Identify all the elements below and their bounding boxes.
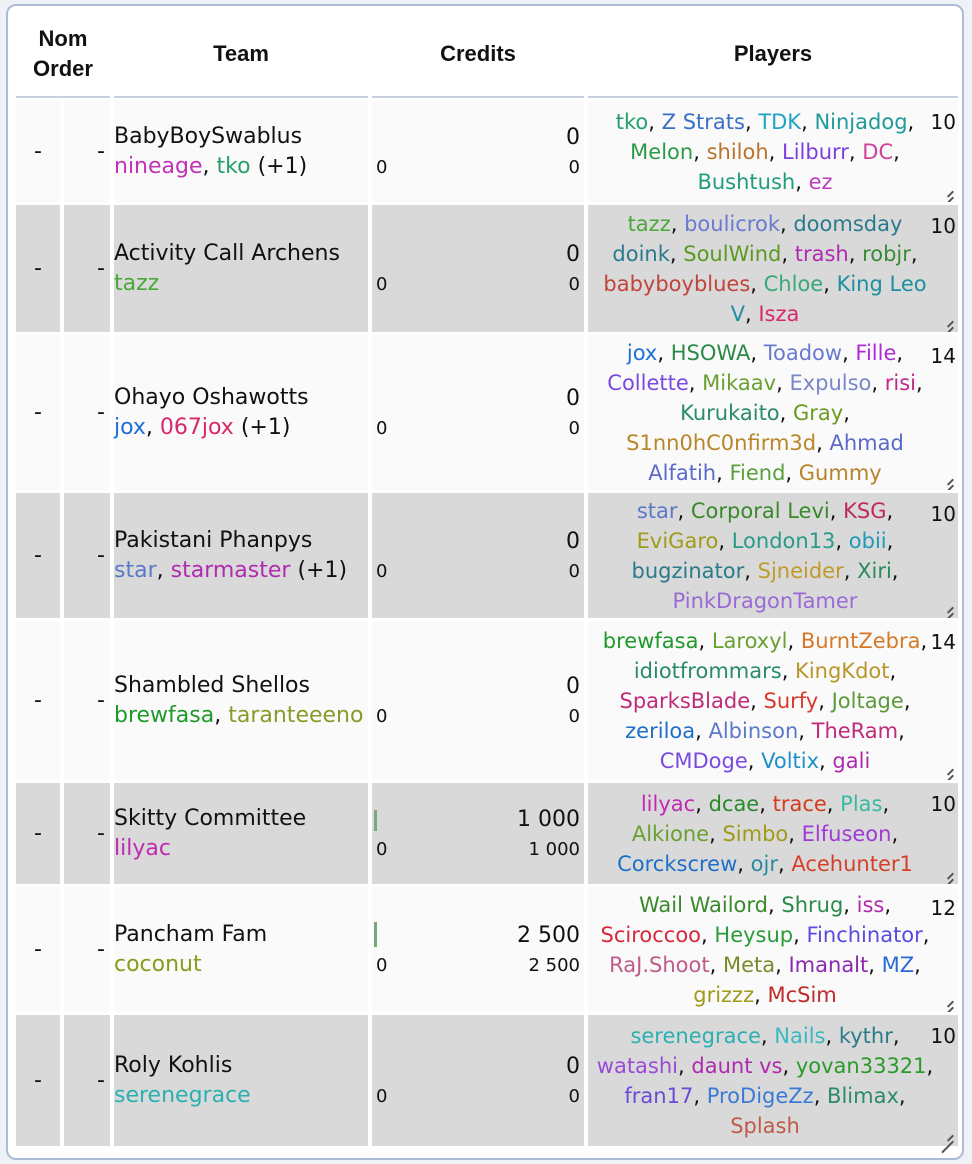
player-list: lilyac, dcae, trace, Plas, Alkione, Simbo, Elfuseon, Corckscrew, ojr, Acehunter1 xyxy=(617,791,913,876)
players-cell xyxy=(588,202,958,332)
player-name[interactable]: KSG xyxy=(843,498,887,523)
player-name[interactable]: fran17 xyxy=(624,1083,694,1108)
player-name[interactable]: Plas xyxy=(840,791,883,816)
team-cell xyxy=(114,884,368,1012)
player-name[interactable]: King Leo V xyxy=(730,271,927,326)
player-name[interactable]: Finchinator xyxy=(806,922,923,947)
player-name[interactable]: Sjneider xyxy=(757,558,844,583)
player-name[interactable]: daunt vs xyxy=(691,1053,783,1078)
credits-remaining: 0 xyxy=(566,242,580,267)
player-name[interactable]: star xyxy=(636,498,678,523)
resize-grip-icon[interactable] xyxy=(940,1128,954,1142)
header-players[interactable]: Players xyxy=(588,12,958,98)
credits-cell xyxy=(372,98,584,202)
player-count: 10 xyxy=(930,1024,956,1048)
credits-bar xyxy=(374,922,377,947)
player-name[interactable]: KingKdot xyxy=(795,658,890,683)
team-cell xyxy=(114,332,368,490)
credits-bar xyxy=(374,810,377,831)
player-name[interactable]: SparksBlade xyxy=(619,688,751,713)
team-cell xyxy=(114,202,368,332)
team-name[interactable]: Skitty Committee xyxy=(114,805,307,831)
player-name[interactable]: MZ xyxy=(881,952,915,977)
credits-total: 0 xyxy=(568,274,580,295)
nom-order-cell: - xyxy=(16,490,60,618)
player-name[interactable]: TheRam xyxy=(811,718,899,743)
player-name[interactable]: EviGaro xyxy=(636,528,719,553)
coach-name[interactable]: tko xyxy=(216,153,251,179)
team-cell xyxy=(114,98,368,202)
player-name[interactable]: jox xyxy=(626,340,658,365)
nom-pick-cell: - xyxy=(64,98,110,202)
team-name[interactable]: Ohayo Oshawotts xyxy=(114,384,309,410)
player-name[interactable]: Corckscrew xyxy=(617,851,738,876)
player-name[interactable]: tko xyxy=(615,109,649,134)
coach-name[interactable]: lilyac xyxy=(114,835,171,861)
credits-remaining: 0 xyxy=(566,386,580,411)
player-name[interactable]: Z Strats xyxy=(661,109,745,134)
credits-remaining: 0 xyxy=(566,674,580,699)
player-name[interactable]: Sciroccoo xyxy=(600,922,702,947)
player-name[interactable]: Melon xyxy=(630,139,694,164)
team-coaches: jox, 067jox (+1) xyxy=(114,414,291,440)
player-count: 10 xyxy=(930,792,956,816)
players-cell xyxy=(588,332,958,490)
coach-extra: (+1) xyxy=(297,557,348,583)
team-coaches: brewfasa, taranteeeno xyxy=(114,702,364,728)
player-name[interactable]: Fille xyxy=(855,340,897,365)
credits-used: 0 xyxy=(376,274,388,295)
nom-pick-cell: - xyxy=(64,332,110,490)
player-name[interactable]: Toadow xyxy=(763,340,843,365)
credits-cell xyxy=(372,618,584,780)
player-name[interactable]: ojr xyxy=(750,851,778,876)
draft-board-panel xyxy=(6,4,964,1160)
nom-order-cell: - xyxy=(16,884,60,1012)
player-name[interactable]: Isza xyxy=(758,301,800,326)
coach-name[interactable]: star xyxy=(114,557,157,583)
player-name[interactable]: brewfasa xyxy=(602,628,699,653)
player-count: 10 xyxy=(930,214,956,238)
player-name[interactable]: Corporal Levi xyxy=(690,498,830,523)
player-name[interactable]: Gummy xyxy=(798,460,882,485)
player-name[interactable]: Blimax xyxy=(827,1083,899,1108)
resize-grip-icon[interactable] xyxy=(940,184,954,198)
player-name[interactable]: TDK xyxy=(758,109,802,134)
team-row xyxy=(16,202,958,332)
team-row xyxy=(16,780,958,884)
team-name[interactable]: Roly Kohlis xyxy=(114,1052,233,1078)
player-name[interactable]: Lilburr xyxy=(782,139,849,164)
team-row xyxy=(16,490,958,618)
player-name[interactable]: Simbo xyxy=(722,821,789,846)
resize-grip-icon[interactable] xyxy=(940,866,954,880)
players-cell xyxy=(588,98,958,202)
player-name[interactable]: S1nn0hC0nfirm3d xyxy=(626,430,817,455)
table-header-row xyxy=(16,12,958,98)
player-count: 10 xyxy=(930,502,956,526)
credits-remaining: 1 000 xyxy=(517,807,580,832)
player-name[interactable]: Wail Wailord xyxy=(638,892,768,917)
player-name[interactable]: Nails xyxy=(774,1023,826,1048)
player-name[interactable]: robjr xyxy=(862,241,911,266)
player-name[interactable]: Heysup xyxy=(714,922,794,947)
coach-name[interactable]: starmaster xyxy=(170,557,291,583)
credits-cell xyxy=(372,490,584,618)
player-name[interactable]: Chloe xyxy=(763,271,824,296)
teams-table xyxy=(12,12,962,1146)
header-nom-order[interactable]: Nom Order xyxy=(16,12,110,98)
credits-used: 0 xyxy=(376,706,388,727)
player-name[interactable]: HSOWA xyxy=(670,340,751,365)
player-name[interactable]: Laroxyl xyxy=(711,628,788,653)
player-name[interactable]: McSim xyxy=(767,982,837,1007)
credits-total: 0 xyxy=(568,706,580,727)
credits-cell xyxy=(372,780,584,884)
credits-cell xyxy=(372,884,584,1012)
player-name[interactable]: trace xyxy=(772,791,827,816)
resize-grip-icon[interactable] xyxy=(940,994,954,1008)
player-list: tko, Z Strats, TDK, Ninjadog, Melon, shiloh, Lilburr, DC, Bushtush, ez xyxy=(615,109,915,194)
player-name[interactable]: Shrug xyxy=(781,892,844,917)
team-coaches: nineage, tko (+1) xyxy=(114,153,308,179)
credits-used: 0 xyxy=(376,157,388,178)
nom-pick-cell: - xyxy=(64,780,110,884)
team-cell xyxy=(114,1012,368,1146)
team-coaches xyxy=(114,1081,368,1111)
team-row xyxy=(16,332,958,490)
player-name[interactable]: ez xyxy=(808,169,833,194)
players-cell xyxy=(588,618,958,780)
player-name[interactable]: idiotfrommars xyxy=(633,658,782,683)
player-name[interactable]: Albinson xyxy=(708,718,799,743)
player-name[interactable]: trash xyxy=(794,241,849,266)
player-name[interactable]: Expulso xyxy=(789,370,872,395)
player-name[interactable]: Kurukaito xyxy=(680,400,780,425)
team-cell xyxy=(114,780,368,884)
player-name[interactable]: Alkione xyxy=(631,821,710,846)
player-name[interactable]: ProDigeZz xyxy=(706,1083,814,1108)
team-coaches: star, starmaster (+1) xyxy=(114,557,348,583)
player-list: star, Corporal Levi, KSG, EviGaro, London13, obii, bugzinator, Sjneider, Xiri, PinkDragonTamer xyxy=(631,498,899,613)
coach-name[interactable]: nineage xyxy=(114,153,203,179)
coach-name[interactable]: 067jox xyxy=(159,414,234,440)
credits-cell xyxy=(372,1012,584,1146)
credits-used: 0 xyxy=(376,561,388,582)
team-name[interactable]: BabyBoySwablus xyxy=(114,123,303,149)
team-coaches xyxy=(114,834,368,864)
team-row xyxy=(16,618,958,780)
credits-total: 0 xyxy=(568,157,580,178)
player-name[interactable]: dcae xyxy=(708,791,760,816)
header-team[interactable]: Team xyxy=(114,12,368,98)
player-name[interactable]: Meta xyxy=(722,952,776,977)
player-name[interactable]: SoulWind xyxy=(683,241,782,266)
player-name[interactable]: Imanalt xyxy=(788,952,869,977)
nom-pick-cell: - xyxy=(64,1012,110,1146)
nom-order-cell: - xyxy=(16,202,60,332)
player-name[interactable]: yovan33321 xyxy=(795,1053,927,1078)
player-name[interactable]: shiloh xyxy=(706,139,769,164)
credits-used: 0 xyxy=(376,1086,388,1107)
player-name[interactable]: Splash xyxy=(730,1113,800,1138)
nom-order-cell: - xyxy=(16,98,60,202)
team-row xyxy=(16,884,958,1012)
team-name[interactable]: Pakistani Phanpys xyxy=(114,527,313,553)
player-name[interactable]: grizzz xyxy=(693,982,755,1007)
player-name[interactable]: CMDoge xyxy=(659,748,748,773)
player-name[interactable]: lilyac xyxy=(640,791,696,816)
nom-order-cell: - xyxy=(16,332,60,490)
player-name[interactable]: watashi xyxy=(596,1053,679,1078)
team-name[interactable]: Activity Call Archens xyxy=(114,240,340,266)
header-credits[interactable]: Credits xyxy=(372,12,584,98)
players-cell xyxy=(588,1012,958,1146)
player-name[interactable]: RaJ.Shoot xyxy=(609,952,710,977)
coach-name[interactable]: serenegrace xyxy=(114,1082,251,1108)
resize-grip-icon[interactable] xyxy=(940,314,954,328)
nom-order-cell: - xyxy=(16,1012,60,1146)
player-name[interactable]: boulicrok xyxy=(684,211,780,236)
player-count: 12 xyxy=(930,896,956,920)
player-count: 14 xyxy=(930,344,956,368)
coach-extra: (+1) xyxy=(240,414,291,440)
player-name[interactable]: Bushtush xyxy=(697,169,796,194)
player-name[interactable]: Voltix xyxy=(761,748,820,773)
team-name[interactable]: Pancham Fam xyxy=(114,921,268,947)
player-list: Wail Wailord, Shrug, iss, Sciroccoo, Heysup, Finchinator, RaJ.Shoot, Meta, Imanalt, MZ, grizzz, McSim xyxy=(600,892,930,1007)
coach-extra: (+1) xyxy=(257,153,308,179)
credits-total: 2 500 xyxy=(528,955,580,976)
player-list: brewfasa, Laroxyl, BurntZebra, idiotfrommars, KingKdot, SparksBlade, Surfy, Joltage, zeriloa, Albinson, TheRam, CMDoge, Voltix, gali xyxy=(602,628,928,773)
nom-pick-cell: - xyxy=(64,618,110,780)
player-name[interactable]: Acehunter1 xyxy=(791,851,913,876)
players-cell xyxy=(588,884,958,1012)
team-cell xyxy=(114,618,368,780)
player-name[interactable]: Ahmad Alfatih xyxy=(648,430,904,485)
player-name[interactable]: Ninjadog xyxy=(814,109,908,134)
credits-total: 0 xyxy=(568,1086,580,1107)
player-name[interactable]: Mikaav xyxy=(702,370,777,395)
team-coaches xyxy=(114,950,368,980)
player-count: 10 xyxy=(930,110,956,134)
player-name[interactable]: Collette xyxy=(607,370,689,395)
player-name[interactable]: Xiri xyxy=(857,558,892,583)
player-name[interactable]: obii xyxy=(848,528,887,553)
player-name[interactable]: London13 xyxy=(731,528,836,553)
player-name[interactable]: Joltage xyxy=(831,688,904,713)
nom-pick-cell: - xyxy=(64,884,110,1012)
team-row xyxy=(16,98,958,202)
player-name[interactable]: Gray xyxy=(793,400,844,425)
player-list: serenegrace, Nails, kythr, watashi, daunt vs, yovan33321, fran17, ProDigeZz, Blimax, Splash xyxy=(596,1023,934,1138)
credits-total: 1 000 xyxy=(528,839,580,860)
player-name[interactable]: Surfy xyxy=(763,688,819,713)
credits-remaining: 0 xyxy=(566,529,580,554)
credits-total: 0 xyxy=(568,561,580,582)
players-cell xyxy=(588,780,958,884)
credits-remaining: 2 500 xyxy=(517,923,580,948)
players-cell xyxy=(588,490,958,618)
player-name[interactable]: risi xyxy=(884,370,917,395)
player-name[interactable]: PinkDragonTamer xyxy=(672,588,858,613)
coach-name[interactable]: coconut xyxy=(114,951,202,977)
resize-grip-icon[interactable] xyxy=(940,600,954,614)
credits-used: 0 xyxy=(376,418,388,439)
player-name[interactable]: doomsday doink xyxy=(612,211,903,266)
player-count: 14 xyxy=(930,630,956,654)
player-name[interactable]: BurntZebra xyxy=(800,628,921,653)
player-name[interactable]: serenegrace xyxy=(630,1023,761,1048)
player-name[interactable]: bugzinator xyxy=(631,558,745,583)
player-name[interactable]: DC xyxy=(862,139,894,164)
coach-name[interactable]: jox xyxy=(114,414,146,440)
nom-order-cell: - xyxy=(16,780,60,884)
player-name[interactable]: Elfuseon xyxy=(801,821,892,846)
credits-cell xyxy=(372,202,584,332)
player-name[interactable]: kythr xyxy=(838,1023,893,1048)
player-name[interactable]: zeriloa xyxy=(625,718,696,743)
credits-cell xyxy=(372,332,584,490)
nom-pick-cell: - xyxy=(64,202,110,332)
nom-order-cell: - xyxy=(16,618,60,780)
coach-name[interactable]: taranteeeno xyxy=(228,702,364,728)
resize-grip-icon[interactable] xyxy=(940,762,954,776)
credits-used: 0 xyxy=(376,839,388,860)
nom-pick-cell: - xyxy=(64,490,110,618)
team-coaches xyxy=(114,269,368,299)
player-name[interactable]: iss xyxy=(856,892,885,917)
player-name[interactable]: babyboyblues xyxy=(603,271,751,296)
team-cell xyxy=(114,490,368,618)
player-list: jox, HSOWA, Toadow, Fille, Collette, Mikaav, Expulso, risi, Kurukaito, Gray, S1nn0hC0nfirm3d, Ahmad Alfatih, Fiend, Gummy xyxy=(607,340,923,485)
coach-name[interactable]: brewfasa xyxy=(114,702,215,728)
credits-used: 0 xyxy=(376,955,388,976)
credits-remaining: 0 xyxy=(566,1054,580,1079)
team-name[interactable]: Shambled Shellos xyxy=(114,672,310,698)
team-row xyxy=(16,1012,958,1146)
resize-grip-icon[interactable] xyxy=(940,472,954,486)
player-list: tazz, boulicrok, doomsday doink, SoulWind, trash, robjr, babyboyblues, Chloe, King Leo V, Isza xyxy=(603,211,927,326)
player-name[interactable]: gali xyxy=(832,748,871,773)
credits-remaining: 0 xyxy=(566,125,580,150)
player-name[interactable]: Fiend xyxy=(729,460,786,485)
coach-name[interactable]: tazz xyxy=(114,270,160,296)
credits-total: 0 xyxy=(568,418,580,439)
player-name[interactable]: tazz xyxy=(627,211,671,236)
